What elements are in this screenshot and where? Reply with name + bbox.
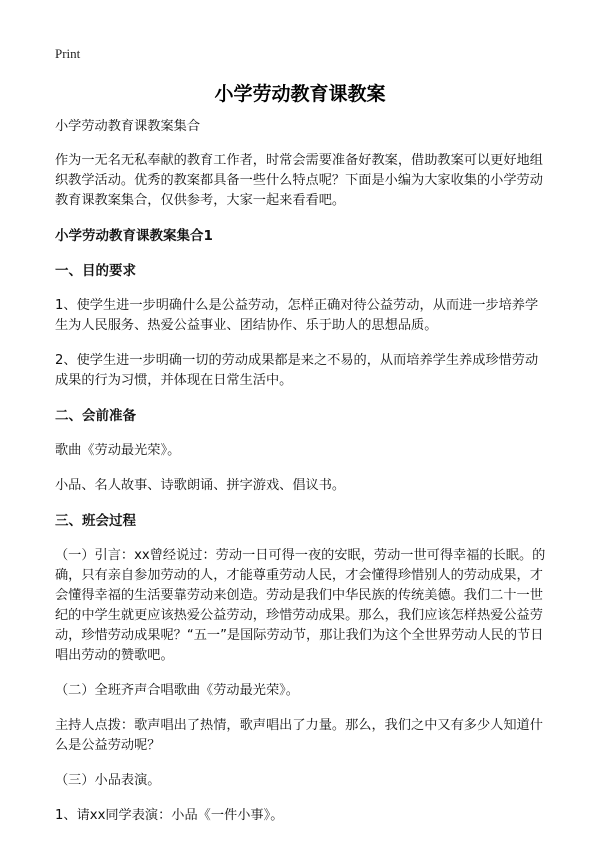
intro-paragraph: 作为一无名无私奉献的教育工作者，时常会需要准备好教案，借助教案可以更好地组织教学活动。优秀的教案都具备一些什么特点呢？下面是小编为大家收集的小学劳动教育课教案集合，仅供参考，大家一起来看看吧。 — [55, 153, 543, 208]
heading-preparation: 二、会前准备 — [55, 408, 136, 424]
document-subtitle: 小学劳动教育课教案集合 — [55, 119, 201, 134]
prep-1-paragraph: 歌曲《劳动最光荣》。 — [55, 443, 181, 458]
goal-1-paragraph: 1、使学生进一步明确什么是公益劳动，怎样正确对待公益劳动，从而进一步培养学生为人民服务、热爱公益事业、团结协作、乐于助人的思想品质。 — [55, 298, 539, 333]
document-body — [55, 117, 550, 841]
goal-2-paragraph: 2、使学生进一步明确一切的劳动成果都是来之不易的，从而培养学生养成珍惜劳动成果的行为习惯，并体现在日常生活中。 — [55, 353, 539, 388]
prep-2-paragraph: 小品、名人故事、诗歌朗诵、拼字游戏、倡议书。 — [55, 478, 346, 493]
process-2-paragraph: （二）全班齐声合唱歌曲《劳动最光荣》。 — [55, 683, 299, 698]
process-5-paragraph: 1、请xx同学表演：小品《一件小事》。 — [55, 808, 284, 823]
print-link[interactable]: Print — [55, 46, 81, 61]
process-1-paragraph: （一）引言：xx曾经说过：劳动一日可得一夜的安眠，劳动一世可得幸福的长眠。的确，只有亲自参加劳动的人，才能尊重劳动人民，才会懂得珍惜别人的劳动成果，才会懂得幸福的生活要靠劳动来创造。劳动是我们中华民族的传统美德。我们二十一世纪的中学生就更应该热爱公益劳动，珍惜劳动成果。那么，我们应该怎样热爱公益劳动，珍惜劳动成果呢？“五一”是国际劳动节，那让我们为这个全世界劳动人民的节日唱出劳动的赞歌吧。 — [55, 548, 546, 663]
process-4-paragraph: （三）小品表演。 — [55, 773, 161, 788]
process-3-paragraph: 主持人点拨：歌声唱出了热情，歌声唱出了力量。那么，我们之中又有多少人知道什么是公益劳动呢？ — [55, 718, 543, 753]
document-title: 小学劳动教育课教案 — [214, 83, 386, 105]
section-title: 小学劳动教育课教案集合1 — [55, 228, 213, 244]
heading-process: 三、班会过程 — [55, 513, 136, 529]
heading-goals: 一、目的要求 — [55, 263, 136, 279]
